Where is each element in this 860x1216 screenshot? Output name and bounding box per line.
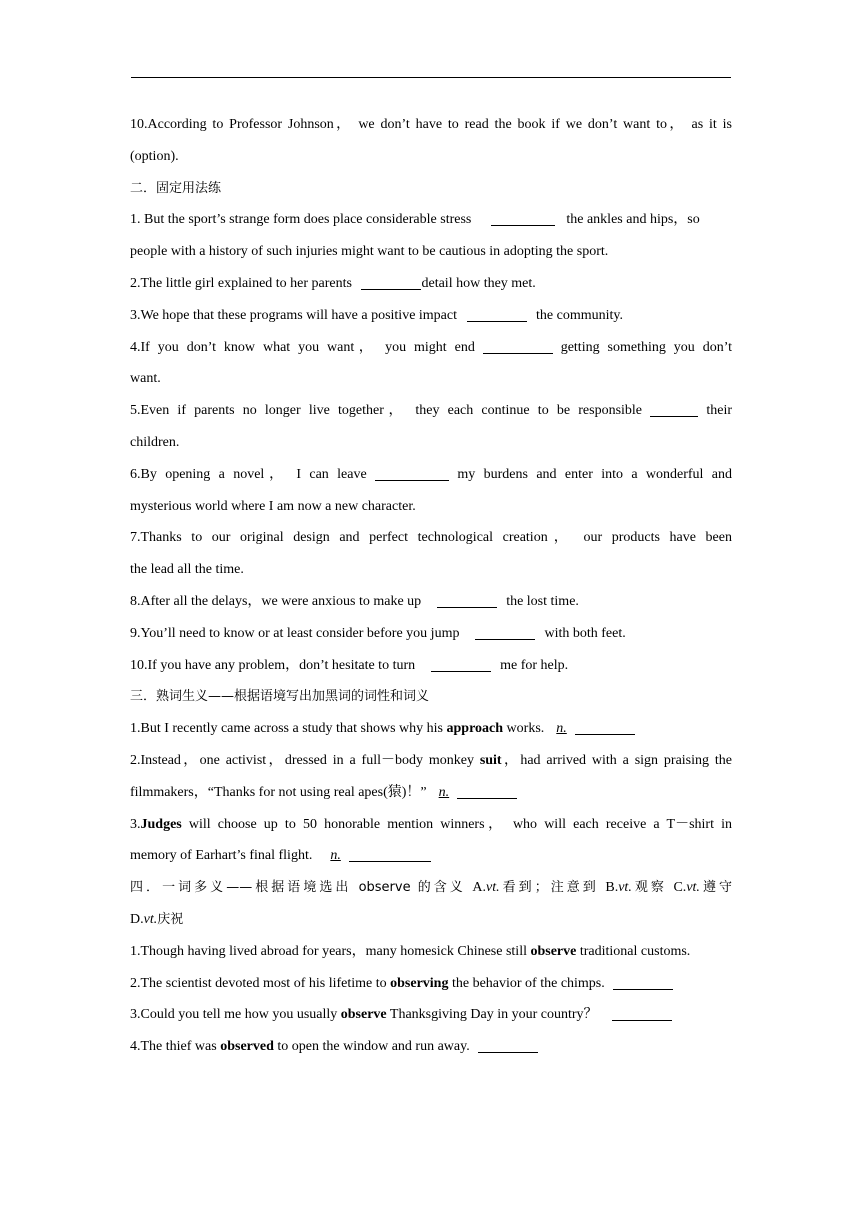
s2-q10-text-b: me for help.	[500, 657, 569, 673]
s3-q3-blank[interactable]	[349, 847, 431, 862]
s4-option-b: B.vt.观察	[605, 880, 667, 896]
s2-q3-text-a: 3.We hope that these programs will have a positive impact	[130, 307, 458, 323]
s3-q2-line1	[130, 745, 732, 777]
s4-option-d: D.vt.庆祝	[130, 911, 184, 927]
s3-q3-line1	[130, 809, 732, 841]
s4-q2-text-a: 2.The scientist devoted most of his lifetime to	[130, 975, 391, 991]
s4-option-a: A.vt.看到；注意到	[472, 880, 599, 896]
s2-q6-line1	[130, 459, 732, 491]
s2-q10-blank[interactable]	[431, 657, 491, 672]
s2-q5-blank[interactable]	[650, 402, 698, 417]
s2-q8-blank[interactable]	[437, 593, 497, 608]
s3-q1-line	[130, 713, 732, 745]
s4-option-c: C.vt.遵守	[673, 880, 732, 896]
s2-q7-line2: the lead all the time.	[130, 562, 244, 578]
s4-q3-blank[interactable]	[612, 1006, 672, 1021]
s2-q1-text-a: 1. But the sport’s strange form does place considerable stress	[130, 212, 472, 228]
s2-q8-text-a: 8.After all the delays，we were anxious to make up	[130, 593, 422, 609]
s2-q10-line	[130, 650, 732, 682]
s2-q2-blank[interactable]	[361, 275, 421, 290]
s4-q1-line	[130, 936, 732, 968]
s2-q3-text-b: the community.	[536, 307, 623, 323]
s2-q6-text-b: my burdens and enter into a wonderful and	[457, 466, 732, 482]
s3-q3-bold-word: Judges	[140, 816, 182, 832]
s2-q2-text-a: 2.The little girl explained to her parents	[130, 275, 352, 291]
s2-q1-line2: people with a history of such injuries might want to be cautious in adopting the sport.	[130, 244, 609, 260]
s2-q4-text-a: 4.If you don’t know what you want， you might end	[130, 339, 475, 355]
s2-q10-text-a: 10.If you have any problem，don’t hesitate to turn	[130, 657, 416, 673]
s2-q1-text-b: the ankles and hips，so	[566, 212, 700, 228]
s2-q4-text-b: getting something you don’t	[560, 339, 732, 355]
s3-q2-text-c: filmmakers，“Thanks for not using real apes(猿)！”	[130, 784, 427, 800]
s3-q2-answer: n.	[438, 784, 450, 800]
s4-q3-text-a: 3.Could you tell me how you usually	[130, 1007, 341, 1023]
s4-q3-line	[130, 999, 732, 1031]
s2-q6-text-a: 6.By opening a novel， I can leave	[130, 466, 367, 482]
s4-q3-bold-word: observe	[340, 1007, 387, 1023]
s2-q5-line2: children.	[130, 434, 180, 450]
s4-q4-blank[interactable]	[478, 1038, 538, 1053]
section4-title-line	[130, 872, 732, 904]
section3-title: 三．熟词生义——根据语境写出加黑词的词性和词义	[130, 689, 430, 705]
s4-q4-bold-word: observed	[220, 1039, 274, 1055]
s3-q1-text-b: works.	[503, 721, 545, 737]
s2-q4-line1	[130, 332, 732, 364]
section2-title: 二．固定用法练	[130, 180, 222, 196]
s2-q8-line	[130, 586, 732, 618]
s1-q10-line2: (option).	[130, 148, 179, 164]
s4-q4-text-a: 4.The thief was	[130, 1039, 221, 1055]
s2-q4-blank[interactable]	[483, 339, 553, 354]
s3-q3-answer: n.	[330, 848, 341, 864]
s3-q1-blank[interactable]	[575, 720, 635, 735]
s2-q9-text-a: 9.You’ll need to know or at least consider before you jump	[130, 625, 460, 641]
s2-q6-line2: mysterious world where I am now a new character.	[130, 498, 416, 514]
s4-q4-line	[130, 1031, 732, 1063]
s3-q2-line2	[130, 777, 732, 809]
s4-q2-line	[130, 968, 732, 1000]
worksheet-page	[130, 109, 732, 1063]
s2-q2-line	[130, 268, 732, 300]
s2-q8-text-b: the lost time.	[506, 593, 579, 609]
s3-q2-blank[interactable]	[457, 784, 517, 799]
s3-q3-prefix: 3.	[130, 816, 141, 832]
s2-q5-text-b: their	[706, 403, 732, 419]
s4-q3-text-b: Thanksgiving Day in your country？	[386, 1007, 598, 1023]
s2-q9-line	[130, 618, 732, 650]
s2-q3-blank[interactable]	[467, 307, 527, 322]
s2-q1-blank[interactable]	[491, 211, 555, 226]
s2-q9-text-b: with both feet.	[544, 625, 626, 641]
s3-q2-text-a: 2.Instead，one activist，dressed in a full－body monkey	[130, 752, 480, 768]
s2-q7-line1: 7.Thanks to our original design and perfect technological creation， our products have been	[130, 530, 732, 546]
s3-q2-text-b: ，had arrived with a sign praising the	[501, 752, 732, 768]
s2-q6-blank[interactable]	[375, 466, 449, 481]
s4-q1-text-a: 1.Though having lived abroad for years，many homesick Chinese still	[130, 943, 531, 959]
s2-q9-blank[interactable]	[475, 625, 535, 640]
s3-q1-answer: n.	[556, 721, 567, 737]
s2-q4-line2: want.	[130, 371, 161, 387]
s1-q10-line1: 10.According to Professor Johnson， we don’t have to read the book if we don’t want to， as it is	[130, 117, 732, 132]
s2-q5-line1	[130, 395, 732, 427]
s4-q1-bold-word: observe	[530, 943, 577, 959]
s3-q1-bold-word: approach	[446, 721, 504, 737]
s3-q1-text-a: 1.But I recently came across a study that shows why his	[130, 721, 447, 737]
s2-q5-text-a: 5.Even if parents no longer live together， they each continue to be responsible	[130, 403, 643, 419]
s3-q3-text-a: will choose up to 50 honorable mention winners， who will each receive a T－shirt in	[181, 816, 732, 832]
section4-title: 四．一词多义——根据语境选出 observe 的含义	[130, 880, 466, 896]
header-rule	[131, 77, 731, 78]
s3-q2-bold-word: suit	[479, 752, 502, 768]
s2-q1-line1	[130, 204, 732, 236]
s4-q2-blank[interactable]	[613, 975, 673, 990]
s4-q2-text-b: the behavior of the chimps.	[448, 975, 605, 991]
s3-q3-line2	[130, 840, 732, 872]
s4-q4-text-b: to open the window and run away.	[273, 1039, 470, 1055]
s4-q1-text-b: traditional customs.	[576, 943, 691, 959]
s3-q3-text-b: memory of Earhart’s final flight.	[130, 848, 313, 864]
s2-q3-line	[130, 300, 732, 332]
s2-q2-text-b: detail how they met.	[421, 275, 536, 291]
s4-q2-bold-word: observing	[390, 975, 449, 991]
